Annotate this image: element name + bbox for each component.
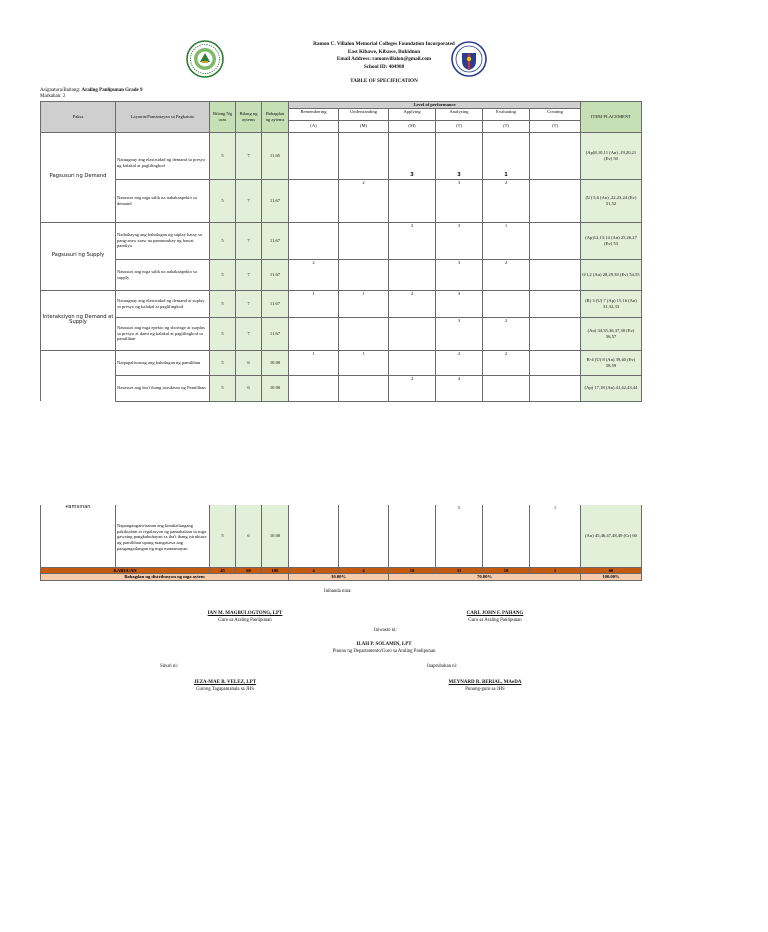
table-row: [41, 290, 642, 317]
total-level-count: 31: [436, 567, 483, 574]
competency-cell: Naipapaliwanag ang kahulugan ng pamilihan: [116, 350, 210, 375]
percent-cell: 11.67: [262, 317, 289, 350]
level-count: [289, 317, 339, 350]
approver-position: Punong-guro sa JHS: [465, 687, 505, 692]
hours-cell: 5: [210, 505, 236, 567]
level-count: 3: [436, 132, 483, 179]
level-count: 1: [339, 290, 389, 317]
level-count: [530, 290, 581, 317]
item-placement-cell: (An) 34,35,36,37,38 (Ev) 56,57: [581, 317, 642, 350]
competency-cell: Naihahayag ang kahulugan ng suplay batay sa pang-araw araw na pamumuhay ng bawat pamilya: [116, 222, 210, 259]
level-count: [389, 505, 436, 567]
level-count: 3: [389, 132, 436, 179]
items-cell: 7: [236, 259, 262, 290]
school-id: School ID: 404988: [363, 63, 405, 70]
hours-cell: 5: [210, 350, 236, 375]
level-count: 1: [289, 290, 339, 317]
school-name: Ramon C. Villalon Memorial Colleges Foundation Incorporated: [313, 41, 455, 47]
competency-cell: Nasusuri ang mga salik na nakakaapekto sa demand: [116, 179, 210, 222]
level-count: 1: [483, 222, 530, 259]
table-row: [41, 132, 642, 179]
level-count: [339, 259, 389, 290]
header-paksa: Paksa: [41, 102, 116, 133]
level-count: [289, 179, 339, 222]
hours-cell: 5: [210, 179, 236, 222]
noted-by-name: JEZA-MAE B. VELEZ, LPT: [193, 680, 257, 685]
level-count: [339, 375, 389, 401]
total-level-count: 1: [530, 567, 581, 574]
percent-cell: 11.67: [262, 222, 289, 259]
preparer1-position: Guro sa Araling Panlipunan: [218, 618, 272, 623]
level-count: [483, 375, 530, 401]
topic-demand: Pagsusuri ng Demand: [41, 132, 116, 222]
document-title: TABLE OF SPECIFICATION: [350, 78, 418, 84]
total-level-count: 4: [289, 567, 339, 574]
level-count: 2: [483, 179, 530, 222]
header-layunin: Layunin/Pamantayan sa Pagkatuto: [116, 102, 210, 133]
level-count: 1: [483, 132, 530, 179]
level-count: [339, 317, 389, 350]
noted-by-label: Sinuri ni:: [160, 664, 178, 669]
table-row: [41, 505, 642, 567]
competency-cell: Nasusuri ang mga salik na nakakaapekto sa supply: [116, 259, 210, 290]
percent-cell: 11.67: [262, 179, 289, 222]
total-hours: 45: [210, 567, 236, 574]
approver-name: MEYNARD R. BERIAL, MAeDA: [448, 680, 522, 685]
level-understanding: Understanding: [339, 108, 389, 120]
item-placement-cell: (U) 5,6 (An) ,22,23,24 (Ev) 51,52: [581, 179, 642, 222]
checker-position: Pinuno ng Departamento/Guro sa Araling Panlipunan: [332, 649, 436, 654]
total-label: KABUUAN: [41, 567, 210, 574]
table-row: [41, 259, 642, 290]
school-email: Email Address: ramonvillalon@gmail.com: [336, 56, 432, 62]
item-placement-cell: (An) 45,46,47,48,49 (Cr) 60: [581, 505, 642, 567]
header-bilang-oras: Bilang Ng oras: [210, 102, 236, 133]
level-analyzing: Analyzing: [436, 108, 483, 120]
level-count: 3: [389, 222, 436, 259]
checked-by-label: Iniwasto ni:: [374, 628, 397, 633]
level-code-evaluating: (T): [483, 120, 530, 132]
header-item-placement: ITEM PLACEMENT: [581, 102, 642, 133]
level-code-remembering: (A): [289, 120, 339, 132]
level-count: [530, 132, 581, 179]
preparer2-position: Guro sa Araling Panlipunan: [468, 618, 522, 623]
level-code-understanding: (M): [339, 120, 389, 132]
topic-supply: Pagsusuri ng Supply: [41, 222, 116, 290]
items-cell: 7: [236, 222, 262, 259]
level-count: [289, 132, 339, 179]
items-cell: 7: [236, 132, 262, 179]
level-count: 2: [483, 350, 530, 375]
level-count: [530, 222, 581, 259]
item-placement-cell: (Ap)8,10,11 (An) ,19,20,21 (Ev) 50: [581, 132, 642, 179]
level-count: [289, 505, 339, 567]
topic-interaksiyon: Interaksiyon ng Demand at Supply: [41, 290, 116, 350]
school-address: East Kibawe, Kibawe, Bukidnon: [347, 48, 421, 55]
total-items: 60: [236, 567, 262, 574]
subject-value: Araling Panlipunan Grade 9: [81, 88, 143, 93]
level-applying: Applying: [389, 108, 436, 120]
topic-pamilihan: Pamilihan: [41, 505, 116, 567]
level-count: 5: [436, 505, 483, 567]
level-evaluating: Evaluating: [483, 108, 530, 120]
preparer1-name: IAN M. MAGBULOGTONG, LPT: [207, 611, 283, 616]
hours-cell: 5: [210, 132, 236, 179]
percent-cell: 11.65: [262, 132, 289, 179]
percent-cell: 10.00: [262, 375, 289, 401]
item-placement-cell: R-4 (U) 8 (An) 39,40 (Ev) 58,59: [581, 350, 642, 375]
level-count: [530, 317, 581, 350]
item-placement-cell: 0/1,2 (An) 28,29,30 (Ev) 54,55: [581, 259, 642, 290]
distribution-row: [41, 574, 642, 581]
hours-cell: 5: [210, 317, 236, 350]
level-count: 1: [339, 350, 389, 375]
competency-cell: Nasusuri ang iba't ibang istruktura ng Pamilihan: [116, 375, 210, 401]
level-count: 3: [436, 290, 483, 317]
items-cell: 7: [236, 317, 262, 350]
level-remembering: Remembering: [289, 108, 339, 120]
level-count: [389, 350, 436, 375]
distribution-difficult: 70.00%: [389, 574, 581, 581]
hours-cell: 5: [210, 222, 236, 259]
total-percent: 100: [262, 567, 289, 574]
level-count: [483, 290, 530, 317]
hours-cell: 5: [210, 259, 236, 290]
distribution-easy: 30.00%: [289, 574, 389, 581]
level-count: 4: [436, 375, 483, 401]
total-level-count: 10: [483, 567, 530, 574]
percent-cell: 10.00: [262, 350, 289, 375]
item-placement-cell: (R) 3 (U) 7 (Ap) 15,16 (An) 31,32,33: [581, 290, 642, 317]
level-count: 2: [389, 290, 436, 317]
table-row: [41, 222, 642, 259]
items-cell: 6: [236, 505, 262, 567]
level-code-applying: (M): [389, 120, 436, 132]
percent-cell: 10.00: [262, 505, 289, 567]
table-row: [41, 350, 642, 375]
competency-cell: Naiuugnay ang elastisidad ng demand sa presyo ng kalakal at paglilingkod: [116, 132, 210, 179]
level-count: [530, 350, 581, 375]
header-bahagdan: Bahagdan ng aytems: [262, 102, 289, 133]
level-creating: Creating: [530, 108, 581, 120]
level-count: [289, 222, 339, 259]
total-level-count: 4: [339, 567, 389, 574]
level-count: 2: [289, 259, 339, 290]
level-count: 2: [436, 350, 483, 375]
competency-cell: Nasusuri ang mga epekto ng shortage at surplus sa presyo at dami ng kalakal at paglilingkod sa pamilihan: [116, 317, 210, 350]
topic-continuation-blank: [41, 350, 116, 401]
header-level-of-performance: Level of performance: [289, 102, 581, 109]
preparer2-name: CARL JOHN F. PAHANG: [466, 611, 524, 616]
distribution-total: 100.00%: [581, 574, 642, 581]
item-placement-cell: (Ap)12,13,14 (An) 25,26,27 (Ev) 53: [581, 222, 642, 259]
competency-cell: Napangangatwiranan ang kinakailangang pakikialam at regulasyon ng pamahalaan sa mga gawaing pangkabuhayan sa iba't ibang istruktura ng pamilihan upang mangasiwa ang pangangailangan ng mga mamamayan: [116, 505, 210, 567]
table-row: [41, 375, 642, 401]
items-cell: 7: [236, 179, 262, 222]
item-placement-cell: (Ap) 17,18 (An) 41,42,43,44: [581, 375, 642, 401]
level-count: [289, 375, 339, 401]
level-count: 1: [530, 505, 581, 567]
table-row: [41, 179, 642, 222]
items-cell: 7: [236, 290, 262, 317]
level-count: [530, 259, 581, 290]
specification-table: [40, 101, 642, 402]
level-count: 2: [483, 317, 530, 350]
level-count: 1: [289, 350, 339, 375]
specification-table-continued: [40, 505, 642, 581]
approved-by-label: Inaprubahan ni:: [427, 664, 458, 669]
subject-label: Asignatura/Baitang:: [40, 88, 82, 93]
hours-cell: 5: [210, 290, 236, 317]
level-count: 2: [339, 179, 389, 222]
level-count: [389, 259, 436, 290]
hours-cell: 5: [210, 375, 236, 401]
table-row: [41, 317, 642, 350]
level-count: [339, 505, 389, 567]
level-count: 3: [436, 222, 483, 259]
level-code-analyzing: (T): [436, 120, 483, 132]
total-level-count: 10: [389, 567, 436, 574]
noted-by-position: Gurong Tagapamahala sa JHS: [196, 687, 254, 692]
total-placement: 60: [581, 567, 642, 574]
checker-name: ILAH P. SOLAMIN, LPT: [356, 642, 412, 647]
level-count: 2: [389, 375, 436, 401]
level-count: [339, 132, 389, 179]
level-code-creating: (T): [530, 120, 581, 132]
percent-cell: 11.67: [262, 290, 289, 317]
items-cell: 6: [236, 350, 262, 375]
level-count: [339, 222, 389, 259]
level-count: [483, 505, 530, 567]
level-count: [530, 375, 581, 401]
prepared-by-label: Inihanda nina:: [324, 589, 352, 594]
quarter-line: Markahan: 2: [40, 94, 66, 99]
level-count: 3: [436, 179, 483, 222]
level-count: 2: [483, 259, 530, 290]
distribution-label: Bahagdan ng distribusyon ng mga aytem: [41, 574, 289, 581]
level-count: 3: [436, 259, 483, 290]
level-count: [389, 179, 436, 222]
total-row: [41, 567, 642, 574]
competency-cell: Naiuugnay ang elastisidad ng demand at suplay sa presyo ng kalakal at paglilingkod: [116, 290, 210, 317]
level-count: [389, 317, 436, 350]
level-count: [530, 179, 581, 222]
percent-cell: 11.67: [262, 259, 289, 290]
header-bilang-aytems: Bilang ng aytems: [236, 102, 262, 133]
level-count: 3: [436, 317, 483, 350]
items-cell: 6: [236, 375, 262, 401]
